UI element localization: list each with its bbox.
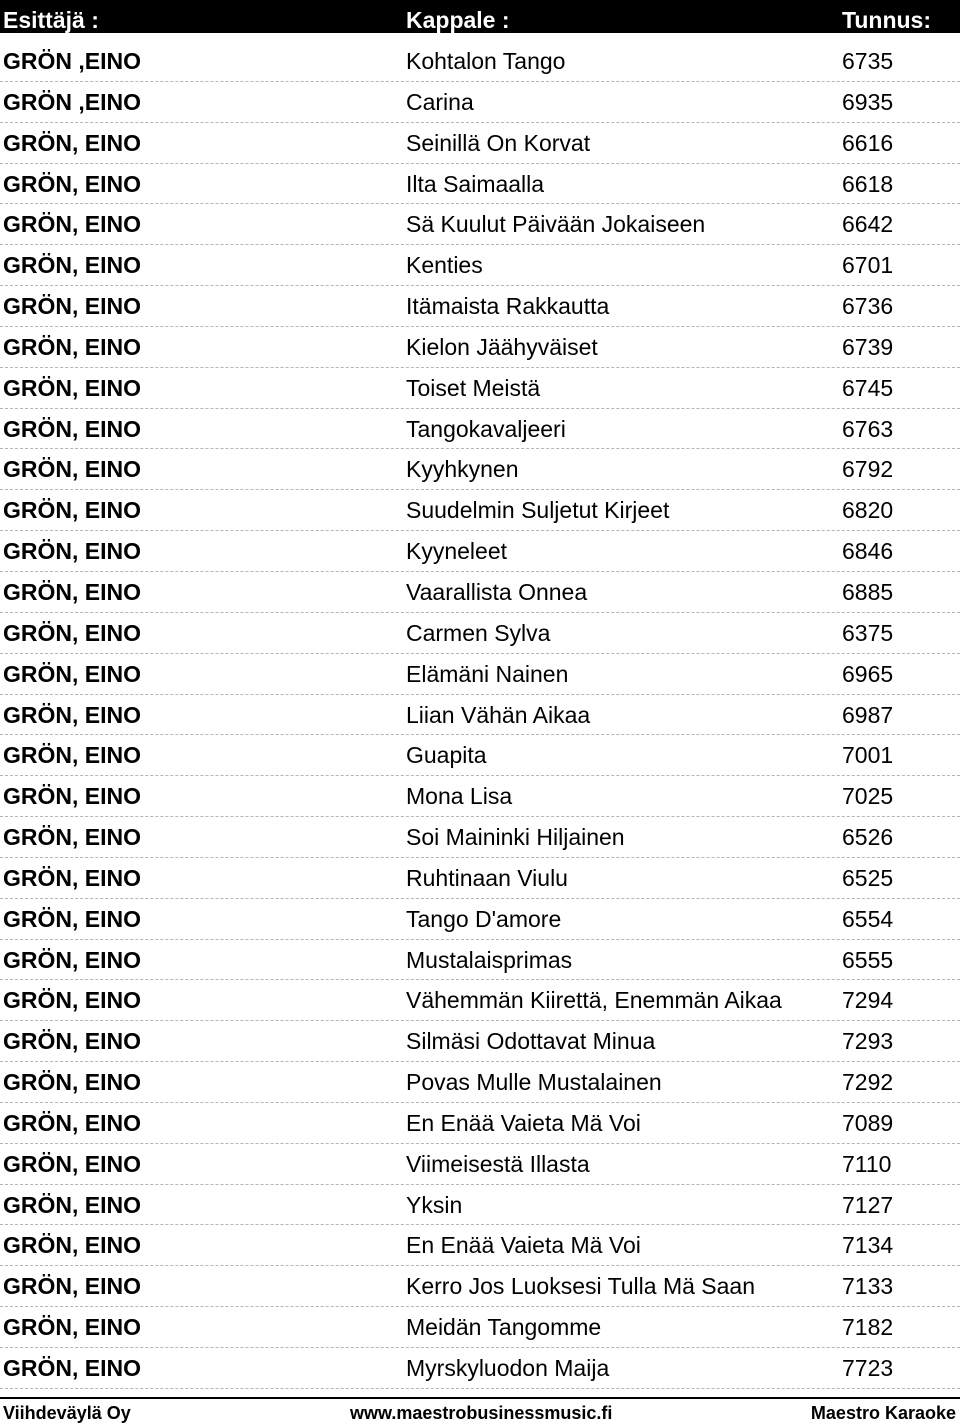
artist-cell: GRÖN, EINO — [3, 170, 142, 197]
table-row — [0, 1307, 960, 1348]
table-row — [0, 368, 960, 409]
table-row — [0, 1144, 960, 1185]
song-title-cell: Myrskyluodon Maija — [406, 1355, 610, 1381]
song-title-cell: Viimeisestä Illasta — [406, 1150, 590, 1177]
artist-cell: GRÖN, EINO — [3, 864, 142, 891]
table-row — [0, 490, 960, 531]
table-row — [0, 735, 960, 776]
song-title-cell: Toiset Meistä — [406, 374, 541, 401]
song-code-cell: 6555 — [842, 946, 894, 973]
artist-cell: GRÖN, EINO — [3, 1232, 142, 1259]
song-title-cell: Carina — [406, 88, 474, 115]
song-title-cell: Silmäsi Odottavat Minua — [406, 1028, 656, 1055]
table-row — [0, 899, 960, 940]
song-title-cell: Ilta Saimaalla — [406, 170, 545, 197]
artist-cell: GRÖN, EINO — [3, 578, 142, 605]
table-row — [0, 1348, 960, 1389]
artist-cell: GRÖN, EINO — [3, 497, 142, 524]
song-title-cell: Soi Maininki Hiljainen — [406, 824, 625, 851]
song-title-cell: En Enää Vaieta Mä Voi — [406, 1232, 641, 1259]
song-code-cell: 7025 — [842, 783, 894, 810]
song-code-cell: 6736 — [842, 293, 894, 320]
song-code-cell: 6965 — [842, 660, 894, 687]
song-title-cell: Mustalaisprimas — [406, 946, 573, 973]
artist-cell: GRÖN, EINO — [3, 1069, 142, 1096]
song-code-cell: 7001 — [842, 742, 894, 769]
table-row — [0, 572, 960, 613]
table-row — [0, 1103, 960, 1144]
table-row — [0, 695, 960, 736]
table-row — [0, 817, 960, 858]
artist-cell: GRÖN ,EINO — [3, 48, 142, 74]
artist-cell: GRÖN, EINO — [3, 660, 142, 687]
song-code-cell: 7182 — [842, 1314, 894, 1341]
song-title-cell: Tangokavaljeeri — [406, 415, 566, 442]
song-code-cell: 7292 — [842, 1069, 894, 1096]
table-row — [0, 41, 960, 82]
artist-cell: GRÖN, EINO — [3, 211, 142, 238]
song-title-cell: Meidän Tangomme — [406, 1314, 602, 1341]
table-row — [0, 980, 960, 1021]
artist-cell: GRÖN, EINO — [3, 619, 142, 646]
song-title-cell: Tango D'amore — [406, 905, 562, 932]
artist-cell: GRÖN, EINO — [3, 946, 142, 973]
song-code-cell: 6763 — [842, 415, 894, 442]
table-row — [0, 940, 960, 981]
song-code-cell: 6618 — [842, 170, 894, 197]
artist-cell: GRÖN, EINO — [3, 1314, 142, 1341]
song-code-cell: 6616 — [842, 129, 894, 156]
table-row — [0, 1021, 960, 1062]
artist-cell: GRÖN, EINO — [3, 129, 142, 156]
song-code-cell: 7723 — [842, 1355, 894, 1381]
artist-cell: GRÖN, EINO — [3, 252, 142, 279]
song-code-cell: 6792 — [842, 456, 894, 483]
song-code-cell: 6739 — [842, 333, 894, 360]
table-row — [0, 1225, 960, 1266]
song-code-cell: 7134 — [842, 1232, 894, 1259]
song-code-cell: 6525 — [842, 864, 894, 891]
table-row — [0, 1266, 960, 1307]
table-row — [0, 1062, 960, 1103]
song-list — [0, 41, 960, 1389]
song-title-cell: Ruhtinaan Viulu — [406, 864, 568, 891]
artist-cell: GRÖN, EINO — [3, 742, 142, 769]
song-code-cell: 7133 — [842, 1273, 894, 1300]
table-row — [0, 245, 960, 286]
song-title-cell: Guapita — [406, 742, 487, 769]
song-title-cell: Itämaista Rakkautta — [406, 293, 610, 320]
song-code-cell: 6735 — [842, 48, 894, 74]
artist-cell: GRÖN, EINO — [3, 1355, 142, 1381]
song-code-cell: 6554 — [842, 905, 894, 932]
table-row — [0, 286, 960, 327]
song-code-cell: 6745 — [842, 374, 894, 401]
song-code-cell: 6885 — [842, 578, 894, 605]
song-code-cell: 6642 — [842, 211, 894, 238]
artist-cell: GRÖN ,EINO — [3, 88, 142, 115]
page-footer — [0, 1397, 960, 1425]
song-title-cell: Mona Lisa — [406, 783, 513, 810]
table-row — [0, 858, 960, 899]
column-header-song: Kappale : — [406, 7, 510, 33]
artist-cell: GRÖN, EINO — [3, 333, 142, 360]
artist-cell: GRÖN, EINO — [3, 701, 142, 728]
table-row — [0, 531, 960, 572]
artist-cell: GRÖN, EINO — [3, 1191, 142, 1218]
table-row — [0, 1185, 960, 1226]
artist-cell: GRÖN, EINO — [3, 1150, 142, 1177]
table-row — [0, 123, 960, 164]
artist-cell: GRÖN, EINO — [3, 1028, 142, 1055]
table-row — [0, 409, 960, 450]
song-title-cell: Kohtalon Tango — [406, 48, 566, 74]
column-header-artist: Esittäjä : — [3, 7, 99, 33]
song-title-cell: Suudelmin Suljetut Kirjeet — [406, 497, 670, 524]
song-code-cell: 7127 — [842, 1191, 894, 1218]
artist-cell: GRÖN, EINO — [3, 293, 142, 320]
song-code-cell: 7294 — [842, 987, 894, 1014]
artist-cell: GRÖN, EINO — [3, 456, 142, 483]
song-title-cell: Vähemmän Kiirettä, Enemmän Aikaa — [406, 987, 782, 1014]
song-code-cell: 6846 — [842, 538, 894, 565]
table-row — [0, 327, 960, 368]
song-code-cell: 6526 — [842, 824, 894, 851]
artist-cell: GRÖN, EINO — [3, 1109, 142, 1136]
table-row — [0, 82, 960, 123]
song-title-cell: En Enää Vaieta Mä Voi — [406, 1109, 641, 1136]
table-row — [0, 204, 960, 245]
song-code-cell: 6987 — [842, 701, 894, 728]
artist-cell: GRÖN, EINO — [3, 538, 142, 565]
song-code-cell: 6820 — [842, 497, 894, 524]
song-title-cell: Kyyhkynen — [406, 456, 519, 483]
artist-cell: GRÖN, EINO — [3, 824, 142, 851]
song-code-cell: 7293 — [842, 1028, 894, 1055]
song-code-cell: 7110 — [842, 1150, 892, 1177]
song-code-cell: 7089 — [842, 1109, 894, 1136]
song-title-cell: Yksin — [406, 1191, 463, 1218]
artist-cell: GRÖN, EINO — [3, 415, 142, 442]
song-title-cell: Seinillä On Korvat — [406, 129, 591, 156]
artist-cell: GRÖN, EINO — [3, 1273, 142, 1300]
table-header — [0, 0, 960, 33]
song-title-cell: Liian Vähän Aikaa — [406, 701, 591, 728]
song-code-cell: 6935 — [842, 88, 894, 115]
artist-cell: GRÖN, EINO — [3, 374, 142, 401]
song-code-cell: 6701 — [842, 252, 894, 279]
footer-company: Viihdeväylä Oy — [3, 1403, 131, 1423]
song-title-cell: Elämäni Nainen — [406, 660, 569, 687]
song-title-cell: Carmen Sylva — [406, 619, 551, 646]
column-header-code: Tunnus: — [842, 7, 931, 33]
song-title-cell: Sä Kuulut Päivään Jokaiseen — [406, 211, 706, 238]
table-row — [0, 613, 960, 654]
song-code-cell: 6375 — [842, 619, 894, 646]
song-title-cell: Kenties — [406, 252, 483, 279]
table-row — [0, 164, 960, 205]
song-title-cell: Vaarallista Onnea — [406, 578, 588, 605]
footer-brand: Maestro Karaoke — [810, 1403, 956, 1423]
artist-cell: GRÖN, EINO — [3, 987, 142, 1014]
artist-cell: GRÖN, EINO — [3, 783, 142, 810]
song-title-cell: Kielon Jäähyväiset — [406, 333, 598, 360]
song-title-cell: Povas Mulle Mustalainen — [406, 1069, 662, 1096]
song-title-cell: Kerro Jos Luoksesi Tulla Mä Saan — [406, 1273, 756, 1300]
song-title-cell: Kyyneleet — [406, 538, 508, 565]
table-row — [0, 776, 960, 817]
table-row — [0, 654, 960, 695]
artist-cell: GRÖN, EINO — [3, 905, 142, 932]
footer-website: www.maestrobusinessmusic.fi — [350, 1403, 613, 1423]
table-row — [0, 449, 960, 490]
